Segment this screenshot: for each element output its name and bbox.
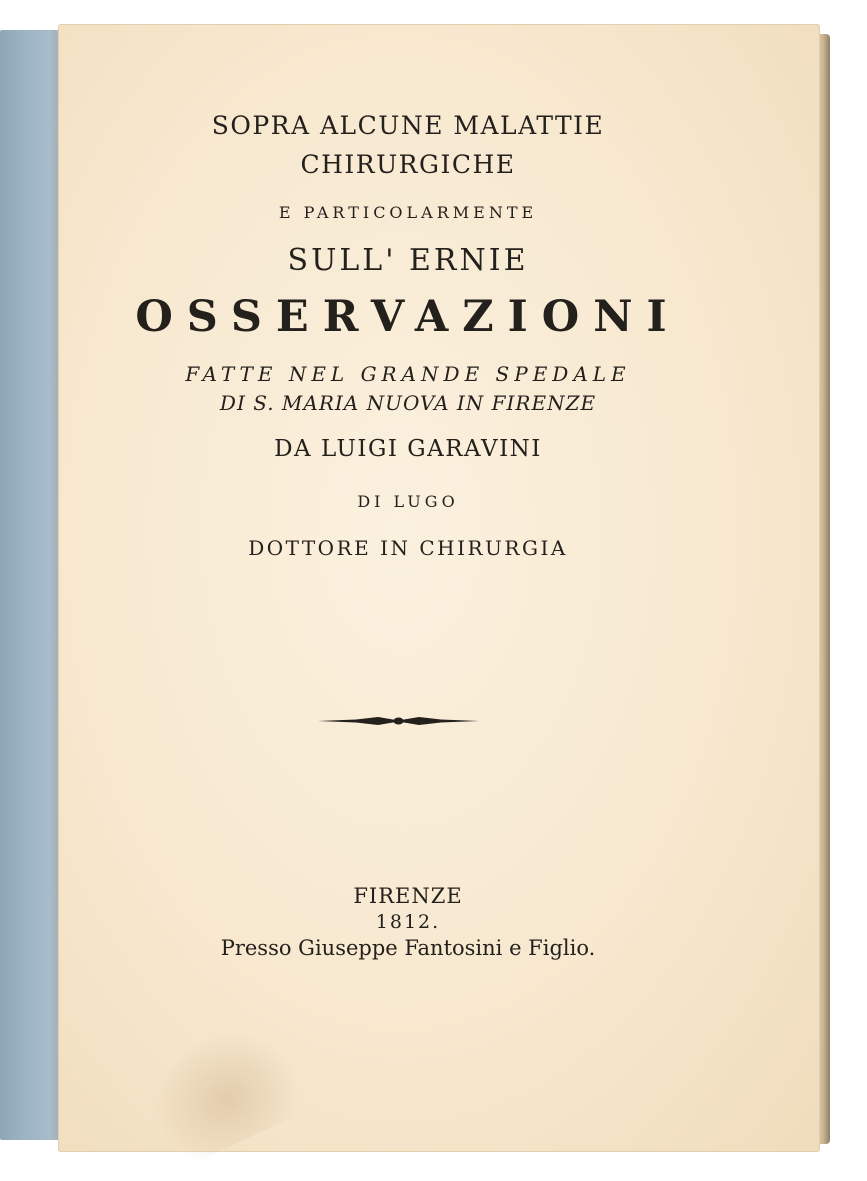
- subtitle-line-2: DI S. MARIA NUOVA IN FIRENZE: [219, 391, 597, 415]
- imprint-year: 1812.: [375, 911, 441, 933]
- title-line-3: E PARTICOLARMENTE: [278, 203, 538, 222]
- title-line-1: SOPRA ALCUNE MALATTIE: [211, 111, 605, 140]
- imprint-publisher: Presso Giuseppe Fantosini e Figlio.: [220, 936, 596, 960]
- author-name: DA LUIGI GARAVINI: [274, 436, 542, 462]
- title-page: [58, 24, 820, 1152]
- foxing-stain: [132, 1007, 314, 1170]
- main-title: OSSERVAZIONI: [135, 292, 681, 342]
- ornamental-rule-icon: [316, 712, 481, 730]
- imprint-city: FIRENZE: [353, 884, 463, 908]
- author-origin: DI LUGO: [357, 492, 459, 511]
- subtitle-line-1: FATTE NEL GRANDE SPEDALE: [185, 362, 631, 386]
- author-title: DOTTORE IN CHIRURGIA: [248, 536, 568, 560]
- title-line-2: CHIRURGICHE: [300, 150, 516, 179]
- title-line-4: SULL' ERNIE: [287, 243, 529, 278]
